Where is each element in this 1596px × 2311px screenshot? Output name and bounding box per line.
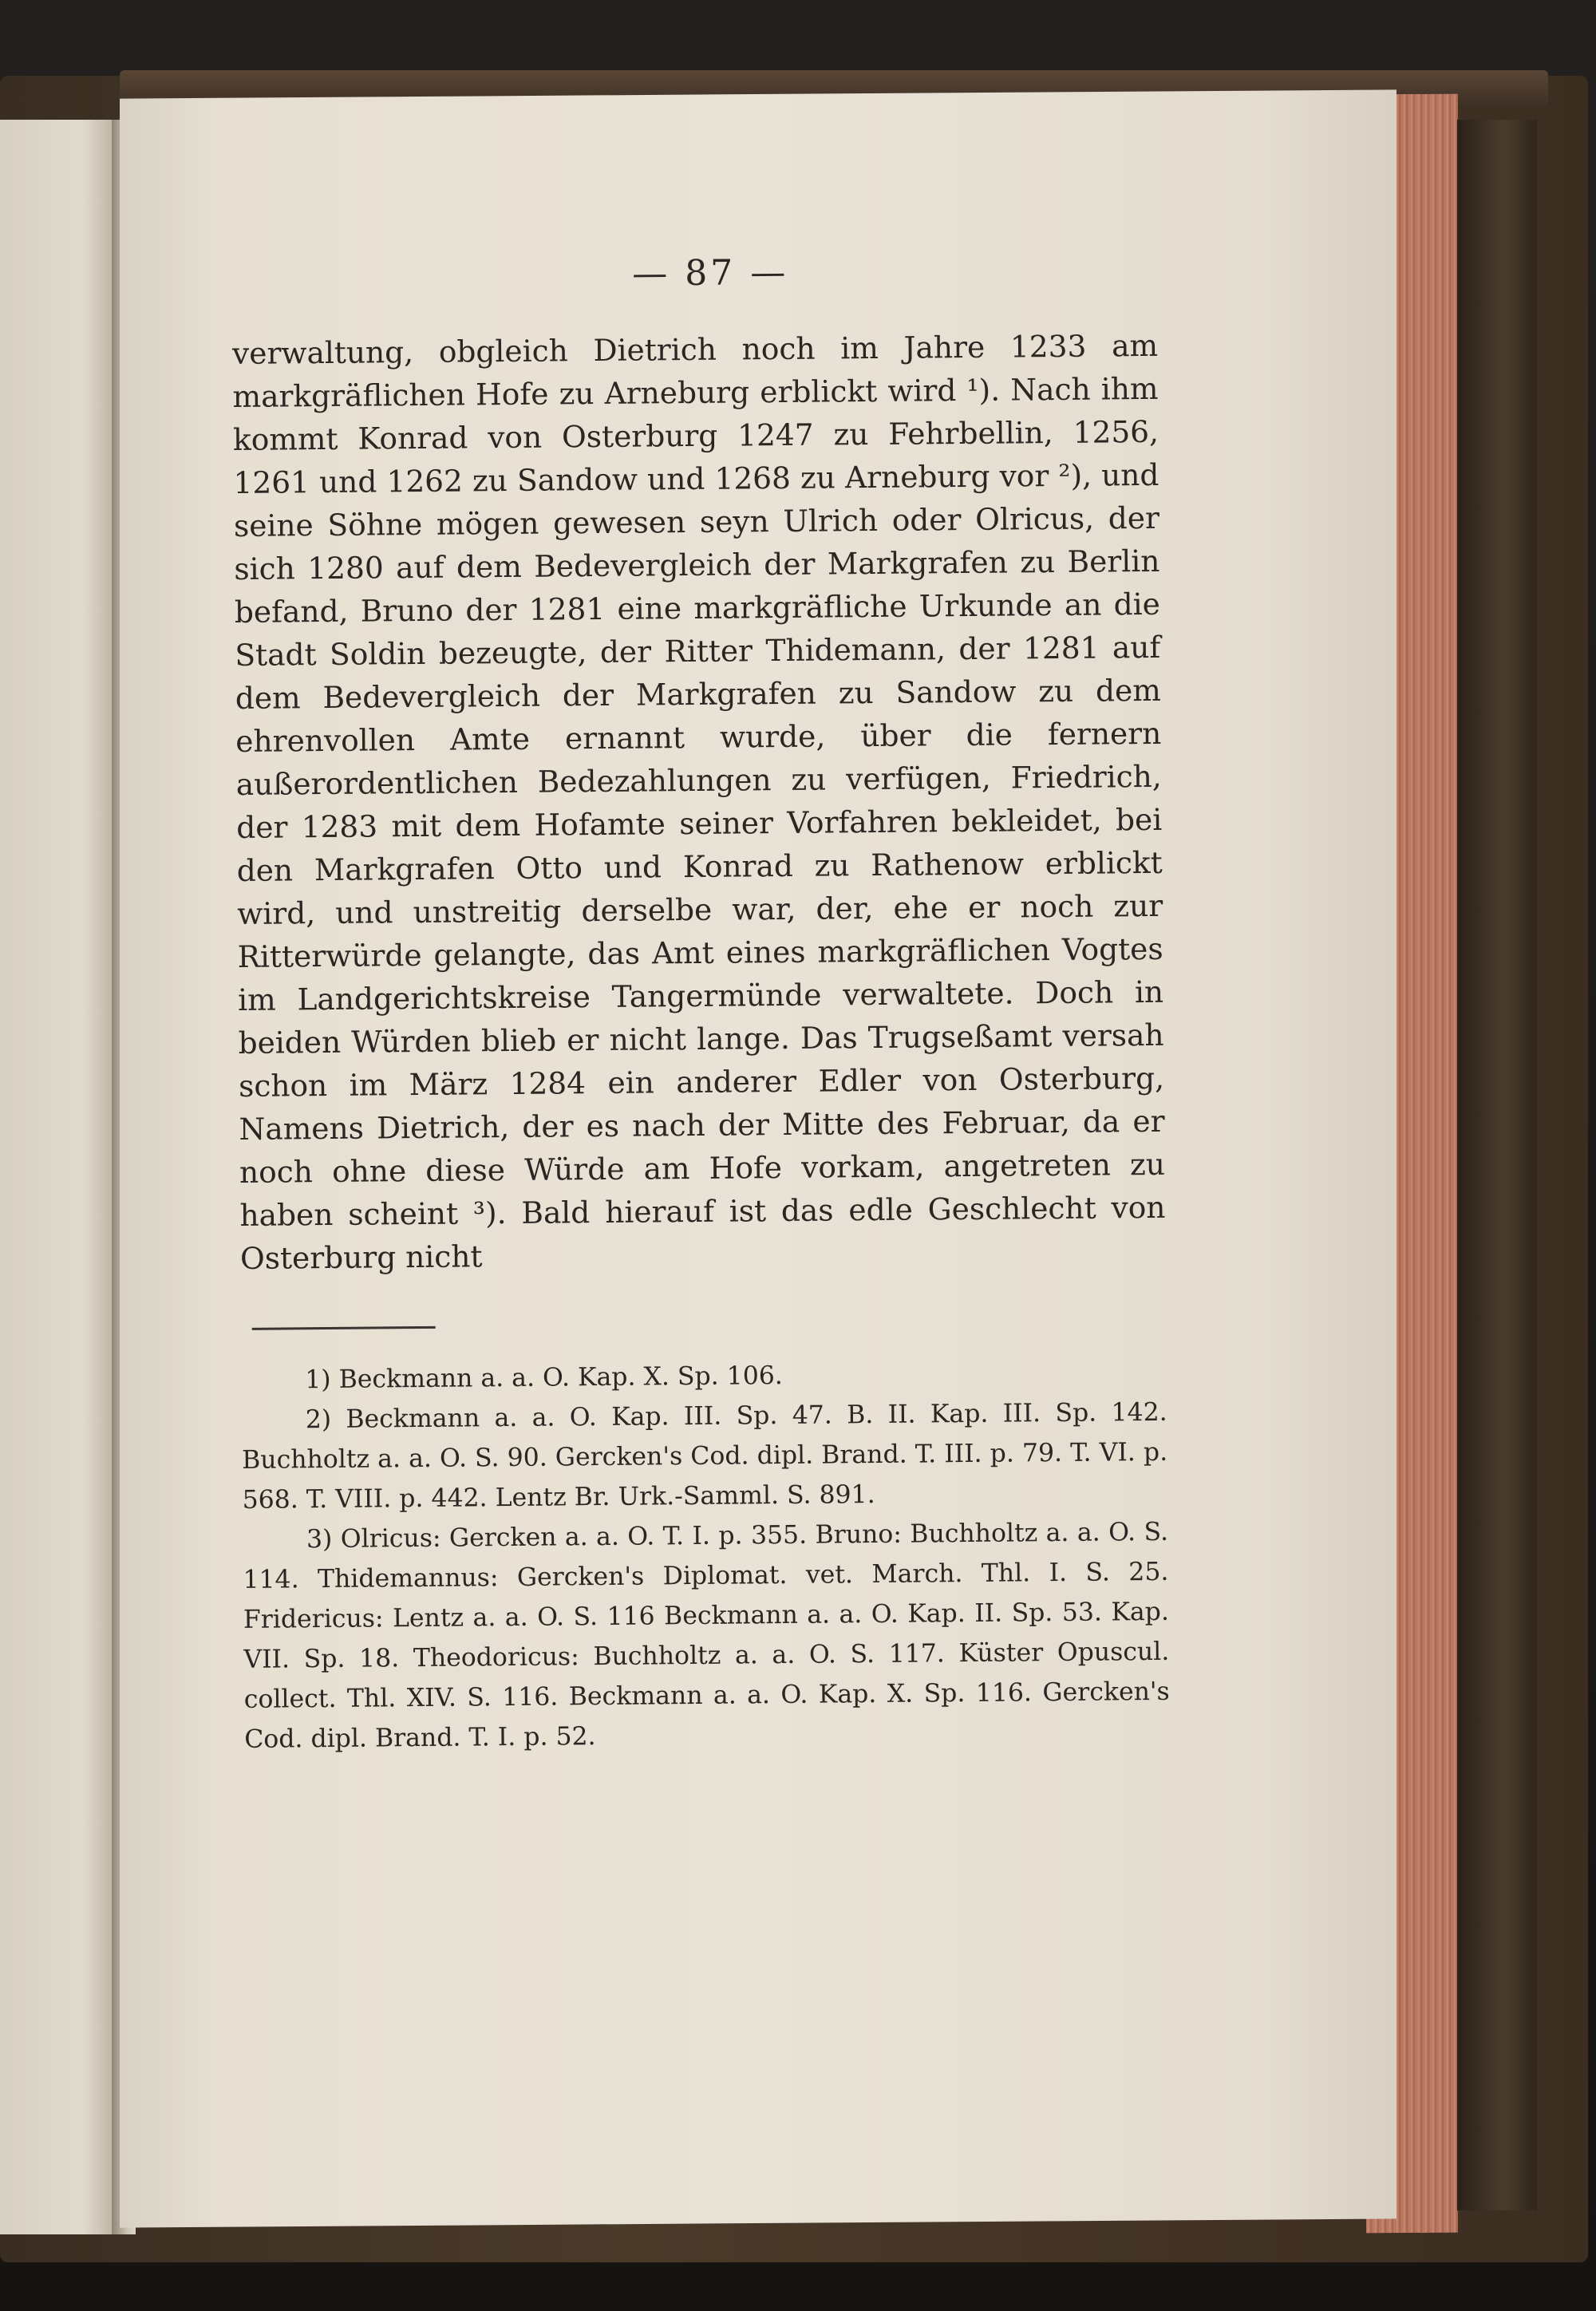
footnote: 3) Olricus: Gercken a. a. O. T. I. p. 355. Bruno: Buchholtz a. a. O. S. 114. Thidemannus: Gercken's Diplomat. vet. March. Thl. I. S. 25. Fridericus: Lentz a. a. O. S. 116 Beckmann a. a. O. Kap. II. Sp. 53. Kap. VII. Sp. 18. Theodoricus: Buchholtz a. a. O. S. 117. Küster Opuscul. collect. Thl. XIV. S. 116. Beckmann a. a. O. Kap. X. Sp. 116. Gercken's Cod. dipl. Brand. T. I. p. 52. xyxy=(243,1517,1170,1754)
cover-spine-shadow xyxy=(1457,120,1537,2210)
page-content xyxy=(231,247,1170,1760)
footnote: 2) Beckmann a. a. O. Kap. III. Sp. 47. B. II. Kap. III. Sp. 142. Buchholtz a. a. O. S. 90. Gercken's Cod. dipl. Brand. T. III. p. 79. T. VI. p. 568. T. VIII. p. 442. Lentz Br. Urk.-Samml. S. 891. xyxy=(242,1397,1168,1515)
page-number: — 87 — xyxy=(632,251,789,294)
body-text: verwaltung, obgleich Dietrich noch im Jahre 1233 am markgräflichen Hofe zu Arneburg erblickt wird ¹). Nach ihm kommt Konrad von Osterburg 1247 zu Fehrbellin, 1256, 1261 und 1262 zu Sandow und 1268 zu Arneburg vor ²), und seine Söhne mögen gewesen seyn Ulrich oder Olricus, der sich 1280 auf dem Bedevergleich der Markgrafen zu Berlin befand, Bruno der 1281 eine markgräfliche Urkunde an die Stadt Soldin bezeugte, der Ritter Thidemann, der 1281 auf dem Bedevergleich der Markgrafen zu Sandow zu dem ehrenvollen Amte ernannt wurde, über die fernern außerordentlichen Bedezahlungen zu verfügen, Friedrich, der 1283 mit dem Hofamte seiner Vorfahren bekleidet, bei den Markgrafen Otto und Konrad zu Rathenow erblickt wird, und unstreitig derselbe war, der, ehe er noch zur Ritterwürde gelangte, das Amt eines markgräflichen Vogtes im Landgerichtskreise Tangermünde verwaltete. Doch in beiden Würden blieb er nicht lange. Das Trugseßamt versah schon im März 1284 ein anderer Edler von Osterburg, Namens Dietrich, der es nach der Mitte des Februar, da er noch ohne diese Würde am Hofe vorkam, angetreten zu haben scheint ³). Bald hierauf ist das edle Geschlecht von Osterburg nicht xyxy=(231,327,1166,1276)
footnote: 1) Beckmann a. a. O. Kap. X. Sp. 106. xyxy=(305,1361,784,1395)
left-page xyxy=(0,120,118,2234)
footnotes xyxy=(241,1353,1170,1760)
footnote-separator xyxy=(252,1326,436,1330)
